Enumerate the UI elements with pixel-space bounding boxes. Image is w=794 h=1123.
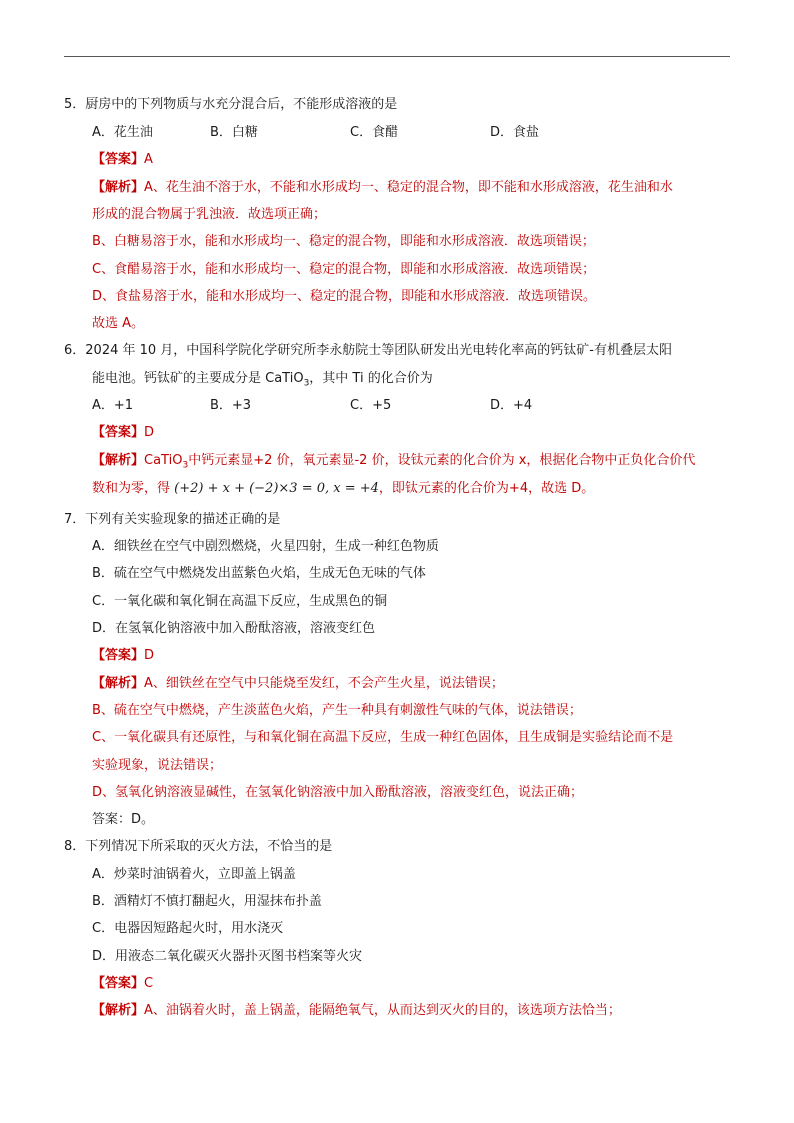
q5-answer: 【答案】A bbox=[92, 152, 153, 167]
question-6-stem-2: 能电池。钙钛矿的主要成分是 CaTiO$_3$，其中 Ti 的化合价为 bbox=[92, 371, 433, 389]
q8-option-b: B．酒精灯不慎打翻起火，用湿抹布扑盖 bbox=[92, 894, 322, 909]
q7-analysis-line-6: 答案：D。 bbox=[92, 812, 155, 827]
q8-option-c: C．电器因短路起火时，用水浇灭 bbox=[92, 921, 284, 936]
q5-analysis-line-2: 形成的混合物属于乳浊液．故选项正确； bbox=[92, 207, 327, 222]
q5-option-d: D．食盐 bbox=[490, 125, 540, 140]
q8-answer: 【答案】C bbox=[92, 976, 154, 991]
q8-option-d: D．用液态二氧化碳灭火器扑灭图书档案等火灾 bbox=[92, 949, 363, 964]
question-5-stem: 5．厨房中的下列物质与水充分混合后，不能形成溶液的是 bbox=[64, 97, 398, 112]
q5-analysis-line-3: B、白糖易溶于水，能和水形成均一、稳定的混合物，即能和水形成溶液．故选项错误； bbox=[92, 234, 595, 249]
q6-option-b: B．+3 bbox=[210, 398, 252, 413]
q7-analysis-line-4: 实验现象，说法错误； bbox=[92, 758, 223, 773]
q7-option-b: B．硫在空气中燃烧发出蓝紫色火焰，生成无色无味的气体 bbox=[92, 566, 426, 581]
q5-analysis-line-1: 【解析】A、花生油不溶于水，不能和水形成均一、稳定的混合物，即不能和水形成溶液，花生油和水 bbox=[92, 180, 673, 195]
q6-option-c: C．+5 bbox=[350, 398, 392, 413]
q5-analysis-line-6: 故选 A。 bbox=[92, 316, 145, 331]
q6-option-d: D．+4 bbox=[490, 398, 533, 413]
q6-analysis-line-1: 【解析】CaTiO$_3$中钙元素显+2 价，氧元素显-2 价，设钛元素的化合价为 x，根据化合物中正负化合价代 bbox=[92, 453, 696, 471]
q6-analysis-line-2: 数和为零，得 (+2) + x + (−2)×3 = 0, x = +4，即钛元素的化合价为+4，故选 D。 bbox=[92, 481, 595, 496]
question-8-stem: 8．下列情况下所采取的灭火方法，不恰当的是 bbox=[64, 839, 333, 854]
q7-option-d: D．在氢氧化钠溶液中加入酚酞溶液，溶液变红色 bbox=[92, 621, 376, 636]
header-rule bbox=[64, 56, 730, 57]
q7-answer: 【答案】D bbox=[92, 648, 155, 663]
q5-analysis-line-4: C、食醋易溶于水，能和水形成均一、稳定的混合物，即能和水形成溶液．故选项错误； bbox=[92, 262, 596, 277]
q8-analysis-line-1: 【解析】A、油锅着火时，盖上锅盖，能隔绝氧气，从而达到灭火的目的，该选项方法恰当； bbox=[92, 1003, 621, 1018]
q7-analysis-line-1: 【解析】A、细铁丝在空气中只能烧至发红，不会产生火星，说法错误； bbox=[92, 676, 504, 691]
q6-answer: 【答案】D bbox=[92, 425, 155, 440]
q5-option-c: C．食醋 bbox=[350, 125, 399, 140]
question-7-stem: 7．下列有关实验现象的描述正确的是 bbox=[64, 512, 281, 527]
q7-analysis-line-2: B、硫在空气中燃烧，产生淡蓝色火焰，产生一种具有刺激性气味的气体，说法错误； bbox=[92, 703, 582, 718]
q6-equation: (+2) + x + (−2)×3 = 0, x = +4 bbox=[174, 481, 379, 496]
q7-option-c: C．一氧化碳和氧化铜在高温下反应，生成黑色的铜 bbox=[92, 594, 388, 609]
q5-analysis-line-5: D、食盐易溶于水，能和水形成均一、稳定的混合物，即能和水形成溶液．故选项错误。 bbox=[92, 289, 597, 304]
q5-option-b: B．白糖 bbox=[210, 125, 258, 140]
q6-option-a: A．+1 bbox=[92, 398, 134, 413]
q7-analysis-line-5: D、氢氧化钠溶液显碱性，在氢氧化钠溶液中加入酚酞溶液，溶液变红色，说法正确； bbox=[92, 785, 584, 800]
q7-analysis-line-3: C、一氧化碳具有还原性，与和氧化铜在高温下反应，生成一种红色固体，且生成铜是实验结论而不是 bbox=[92, 730, 674, 745]
q8-option-a: A．炒菜时油锅着火，立即盖上锅盖 bbox=[92, 867, 296, 882]
question-6-stem-1: 6．2024 年 10 月，中国科学院化学研究所李永舫院士等团队研发出光电转化率高的钙钛矿-有机叠层太阳 bbox=[64, 343, 672, 358]
q5-option-a: A．花生油 bbox=[92, 125, 153, 140]
q7-option-a: A．细铁丝在空气中剧烈燃烧，火星四射，生成一种红色物质 bbox=[92, 539, 439, 554]
